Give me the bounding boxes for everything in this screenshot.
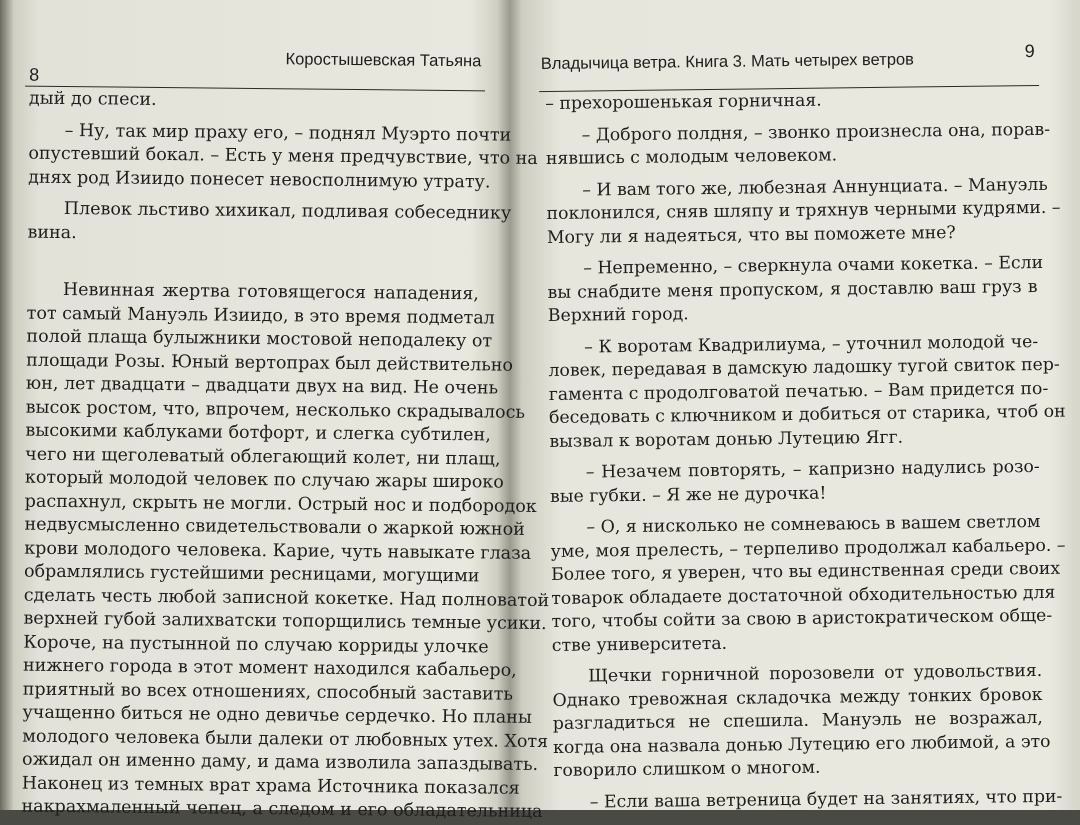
text-line: сделать честь любой записной кокетке. Над полноватой [23, 585, 550, 611]
text-line: разгладиться не спешила. Мануэль не возражал, [552, 707, 1043, 734]
text-line: – Ну, так мир праху его, – поднял Муэрто почти [64, 120, 512, 146]
right-page-number: 9 [1024, 41, 1035, 62]
text-line: – прехорошенькая горничная. [545, 90, 822, 114]
right-running-head [539, 41, 1039, 92]
text-line: Наконец из темных врат храма Источника показался [21, 773, 520, 799]
text-line: – К воротам Квадрилиума, – уточнил молодой че- [584, 331, 1039, 358]
text-line: обрамлялись густейшими ресницами, могущими [23, 561, 480, 587]
text-line: Однако тревожная складочка между тонких бровок [552, 684, 1043, 711]
text-line: Плевок льстиво хихикал, подливая собеседнику [63, 198, 512, 224]
text-line: юн, лет двадцати – двадцати двух на вид. Не очень [25, 373, 499, 399]
text-line: вызвал к воротам донью Лутецию Ягг. [549, 427, 904, 452]
text-line: – О, я нисколько не сомневаюсь в вашем светлом [586, 511, 1041, 538]
text-line: учащенно биться не одно девичье сердечко. Но планы [22, 702, 532, 728]
text-line: недвусмысленно свидетельствовали о жаркой южной [24, 514, 525, 540]
text-line: накрахмаленный чепец, а следом и его обладательница [21, 796, 543, 823]
text-line: уме, моя прелесть, – терпеливо продолжал кабальеро. – [550, 535, 1066, 562]
text-line: гамента с продолговатой печатью. – Вам придется по- [548, 378, 1049, 405]
text-line: поклонился, сняв шляпу и тряхнув черными кудрями. – [546, 197, 1061, 224]
right-running-head-title: Владычица ветра. Книга 3. Мать четырех ветров [540, 50, 915, 74]
text-line: днях род Изиидо понесет невосполнимую утрату. [28, 167, 491, 192]
text-line: вина. [27, 222, 77, 243]
left-page-number: 8 [29, 64, 40, 85]
text-line: молодого человека были далеки от любовных утех. Хотя [22, 726, 549, 752]
text-line: – Доброго полдня, – звонко произнесла она, порав- [581, 119, 1051, 146]
text-line: чего ни щеголеватый облегающий колет, ни плащ, [25, 444, 501, 470]
text-line: стве университета. [551, 633, 728, 656]
text-line: говорило слишком о многом. [553, 757, 821, 781]
right-body-text [545, 87, 1066, 815]
text-line: распахнул, скрыть не могли. Острый нос и подбородок [24, 491, 537, 517]
text-line: Могу ли я надеяться, что вы поможете мне? [546, 222, 956, 248]
text-line: верхней губой залихватски топорщились темные усики. [23, 608, 547, 635]
text-line: Короче, на пустынной по случаю корриды улочке [23, 632, 489, 657]
text-line: который молодой человек по случаю жары широко [24, 467, 504, 493]
text-line: – И вам того же, любезная Аннунциата. – Мануэль [582, 174, 1048, 201]
text-line: Более того, я уверен, что вы единственная среди своих [550, 558, 1061, 585]
text-line: когда она назвала донью Лутецию его любимой, а это [552, 731, 1051, 758]
left-body-text [21, 88, 550, 824]
text-line: опустевший бокал. – Есть у меня предчувствие, что на [28, 143, 538, 169]
text-line: приятный во всех отношениях, способный заставить [22, 679, 514, 705]
text-line: беседовать с ключником и добиться от старика, чтоб он [548, 401, 1066, 428]
text-line: нижнего города в этот момент находился кабальеро, [22, 655, 517, 681]
text-line: высок ростом, что, впрочем, несколько скрадывалось [25, 397, 526, 423]
text-line: того, чтобы сойти за свою в аристократическом обще- [551, 605, 1053, 632]
left-page [10, 0, 550, 823]
text-line: – Если ваша ветреница будет на занятиях, что при- [589, 786, 1063, 813]
text-line: вые губки. – Я же не дурочка! [549, 483, 827, 507]
text-line: высокими каблуками ботфорт, и слегка субтилен, [25, 420, 491, 446]
text-line: нявшись с молодым человеком. [545, 145, 838, 169]
text-line: вы снабдите меня пропуском, я доставлю ваш груз в [547, 276, 1038, 303]
text-line: ловек, передавая в дамскую ладошку тугой свиток пер- [548, 354, 1060, 381]
text-line: – Непременно, – сверкнула очами кокетка. – Если [583, 252, 1044, 279]
text-line: площади Розы. Юный вертопрах был действительно [26, 350, 514, 376]
text-line: крови молодого человека. Карие, чуть навыкате глаза [24, 538, 532, 564]
text-line: дый до спеси. [28, 88, 157, 110]
text-line: Щечки горничной порозовели от удовольствия. [588, 660, 1043, 687]
right-page [530, 0, 1066, 813]
text-line: Невинная жертва готовящегося нападения, [62, 279, 480, 305]
text-line: товарок обладаете достаточной обходительностью для [551, 582, 1056, 609]
text-line: полой плаща булыжники мостовой неподалеку от [26, 326, 493, 352]
left-running-head-title: Коростышевская Татьяна [285, 50, 482, 71]
text-line: Верхний город. [547, 304, 689, 326]
text-line: – Незачем повторять, – капризно надулись розо- [585, 456, 1040, 483]
text-line: тот самый Мануэль Изиидо, в это время подметал [26, 303, 495, 328]
text-line: ожидал он именно даму, и дама изволила запаздывать. [21, 749, 539, 775]
left-running-head [25, 46, 485, 92]
